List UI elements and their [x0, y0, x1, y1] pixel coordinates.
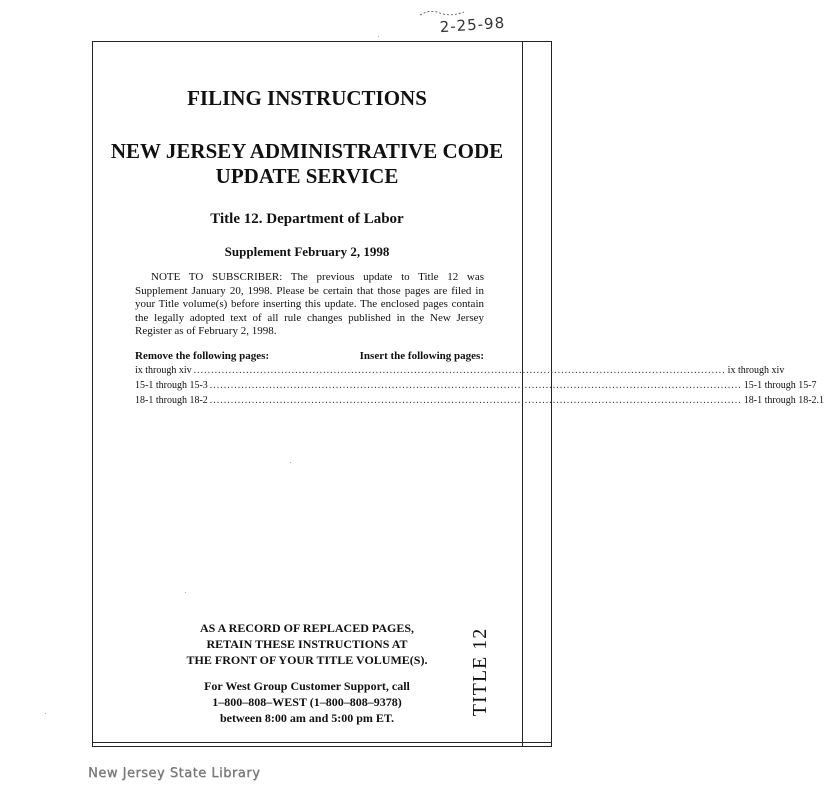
handwritten-date: 2-25-98 [439, 13, 506, 37]
table-row [135, 365, 785, 380]
supplement-date: Supplement February 2, 1998 [224, 244, 390, 259]
code-title-line1: NEW JERSEY ADMINISTRATIVE CODE [110, 139, 504, 163]
remove-range: 15-1 through 15-3 [135, 380, 208, 391]
dot-leader: ........................................................................................................................................................ [209, 395, 742, 406]
record-notice-line1: AS A RECORD OF REPLACED PAGES, [199, 621, 415, 635]
support-phone: 1–800–808–WEST (1–800–808–9378) [212, 695, 402, 709]
remove-range: 18-1 through 18-2 [135, 395, 208, 406]
customer-support [92, 678, 522, 726]
pages-table [135, 365, 824, 410]
bottom-rule [93, 742, 551, 743]
record-notice-line3: THE FRONT OF YOUR TITLE VOLUME(S). [186, 653, 428, 667]
dot-leader: ........................................................................................................................................................ [209, 380, 742, 391]
note-to-subscriber: NOTE TO SUBSCRIBER: The previous update to Title 12 was Supplement January 20, 1998. Please be certain that those pages are filed in your Title volume(s) before inserting this update. The enclosed pages contain the legally adopted text of all rule changes published in the New Jersey Register as of February 2, 1998. [135, 271, 484, 338]
table-row [135, 395, 824, 410]
remove-range: ix through xiv [135, 365, 192, 376]
filing-instructions-heading: FILING INSTRUCTIONS [187, 86, 427, 110]
record-notice [92, 620, 522, 668]
record-notice-line2: RETAIN THESE INSTRUCTIONS AT [206, 637, 408, 651]
insert-range: 18-1 through 18-2.1 [743, 395, 824, 406]
pages-table-header [135, 350, 484, 362]
library-stamp: New Jersey State Library [88, 766, 261, 781]
table-row [135, 380, 817, 395]
remove-pages-header: Remove the following pages: [135, 350, 270, 362]
support-line1: For West Group Customer Support, call [204, 679, 410, 693]
insert-range: 15-1 through 15-7 [743, 380, 817, 391]
dot-leader: ........................................................................................................................................................ [193, 365, 726, 376]
insert-range: ix through xiv [727, 365, 785, 376]
title-tab-label: TITLE 12 [469, 627, 491, 717]
insert-pages-header: Insert the following pages: [359, 350, 484, 362]
code-title [92, 139, 522, 189]
code-title-line2: UPDATE SERVICE [215, 164, 399, 188]
support-hours: between 8:00 am and 5:00 pm ET. [219, 711, 395, 725]
title-department: Title 12. Department of Labor [210, 211, 404, 227]
